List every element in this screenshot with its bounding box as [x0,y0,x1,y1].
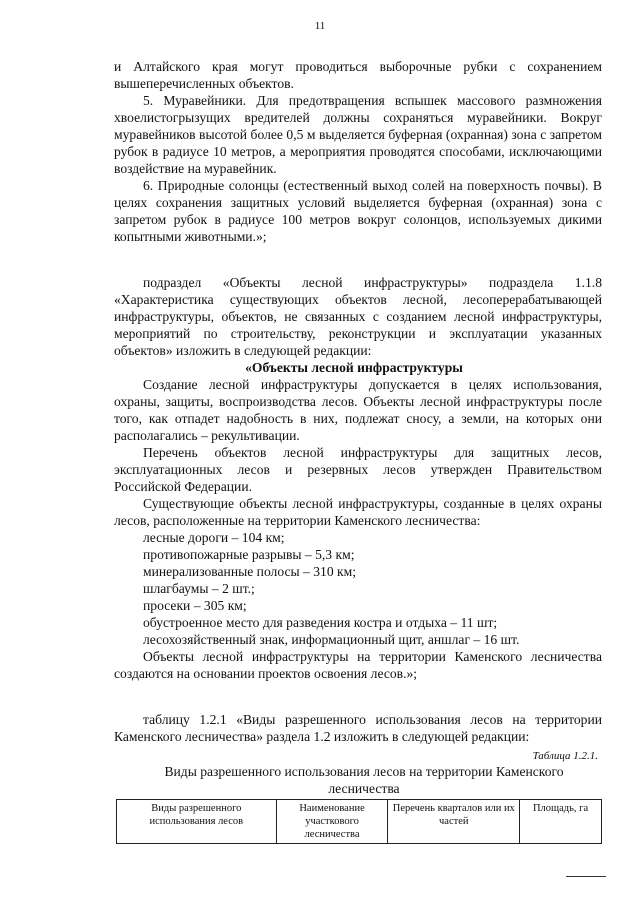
list-item: шлагбаумы – 2 шт.; [143,581,255,596]
list-item: лесные дороги – 104 км; [143,530,285,545]
permitted-use-table [116,799,602,844]
document-body [114,58,602,844]
paragraph-development-projects: Объекты лесной инфраструктуры на территории Каменского лесничества создаются на основании проектов освоения лесов.»; [114,649,602,681]
paragraph-table-amendment: таблицу 1.2.1 «Виды разрешенного использования лесов на территории Каменского лесничества» раздела 1.2 изложить в следующей редакции: [114,712,602,744]
list-item: обустроенное место для разведения костра и отдыха – 11 шт; [143,615,498,630]
table-header-cell: Перечень кварталов или их частей [388,800,520,844]
table-header-cell: Наименование участкового лесничества [276,800,388,844]
list-item: просеки – 305 км; [143,598,247,613]
page-number: 11 [314,20,326,32]
paragraph-subsection-amendment: подраздел «Объекты лесной инфраструктуры» подраздела 1.1.8 «Характеристика существующих объектов лесной, лесоперерабатывающей инфраструктуры, объектов, не связанных с созданием лесной инфраструктуры, мероприятий по строительству, реконструкции и эксплуатации указанных объектов» изложить в следующей редакции: [114,275,602,358]
table-header-cell: Виды разрешенного использования лесов [117,800,277,844]
paragraph-infrastructure-list-approved: Перечень объектов лесной инфраструктуры для защитных лесов, эксплуатационных лесов и резервных лесов утвержден Правительством Российской Федерации. [114,445,602,494]
footer-divider [566,876,606,877]
paragraph-anthills: 5. Муравейники. Для предотвращения вспышек массового размножения хвоелистогрызущих вредителей должны сохраняться муравейники. Вокруг муравейников высотой более 0,5 м выделяется буферная (охранная) зона с запретом рубок в радиусе 10 метров, а мероприятия проводятся способами, исключающими воздействие на муравейник. [114,93,602,176]
paragraph-continuation: и Алтайского края могут проводиться выборочные рубки с сохранением вышеперечисленных объектов. [114,59,602,91]
list-item: противопожарные разрывы – 5,3 км; [143,547,355,562]
paragraph-salt-licks: 6. Природные солонцы (естественный выход солей на поверхность почвы). В целях сохранения защитных условий выделяется буферная (охранная) зона с запретом рубок в радиусе 100 метров вокруг солонцов, используемых дикими копытными животными.»; [114,178,602,244]
section-heading: «Объекты лесной инфраструктуры [245,360,463,375]
table-header-cell: Площадь, га [520,800,602,844]
paragraph-existing-objects: Существующие объекты лесной инфраструктуры, созданные в целях охраны лесов, расположенные на территории Каменского лесничества: [114,496,602,528]
table-header-row [117,800,602,844]
list-item: лесохозяйственный знак, информационный щит, аншлаг – 16 шт. [143,632,520,647]
infrastructure-list [114,529,602,648]
list-item: минерализованные полосы – 310 км; [143,564,357,579]
paragraph-infrastructure-creation: Создание лесной инфраструктуры допускается в целях использования, охраны, защиты, воспроизводства лесов. Объекты лесной инфраструктуры после того, как отпадет надобность в них, подлежат сносу, а земли, на которых они располагались – рекультивации. [114,377,602,443]
table-caption: Таблица 1.2.1. [532,750,598,762]
table-title: Виды разрешенного использования лесов на территории Каменского лесничества [164,764,564,796]
